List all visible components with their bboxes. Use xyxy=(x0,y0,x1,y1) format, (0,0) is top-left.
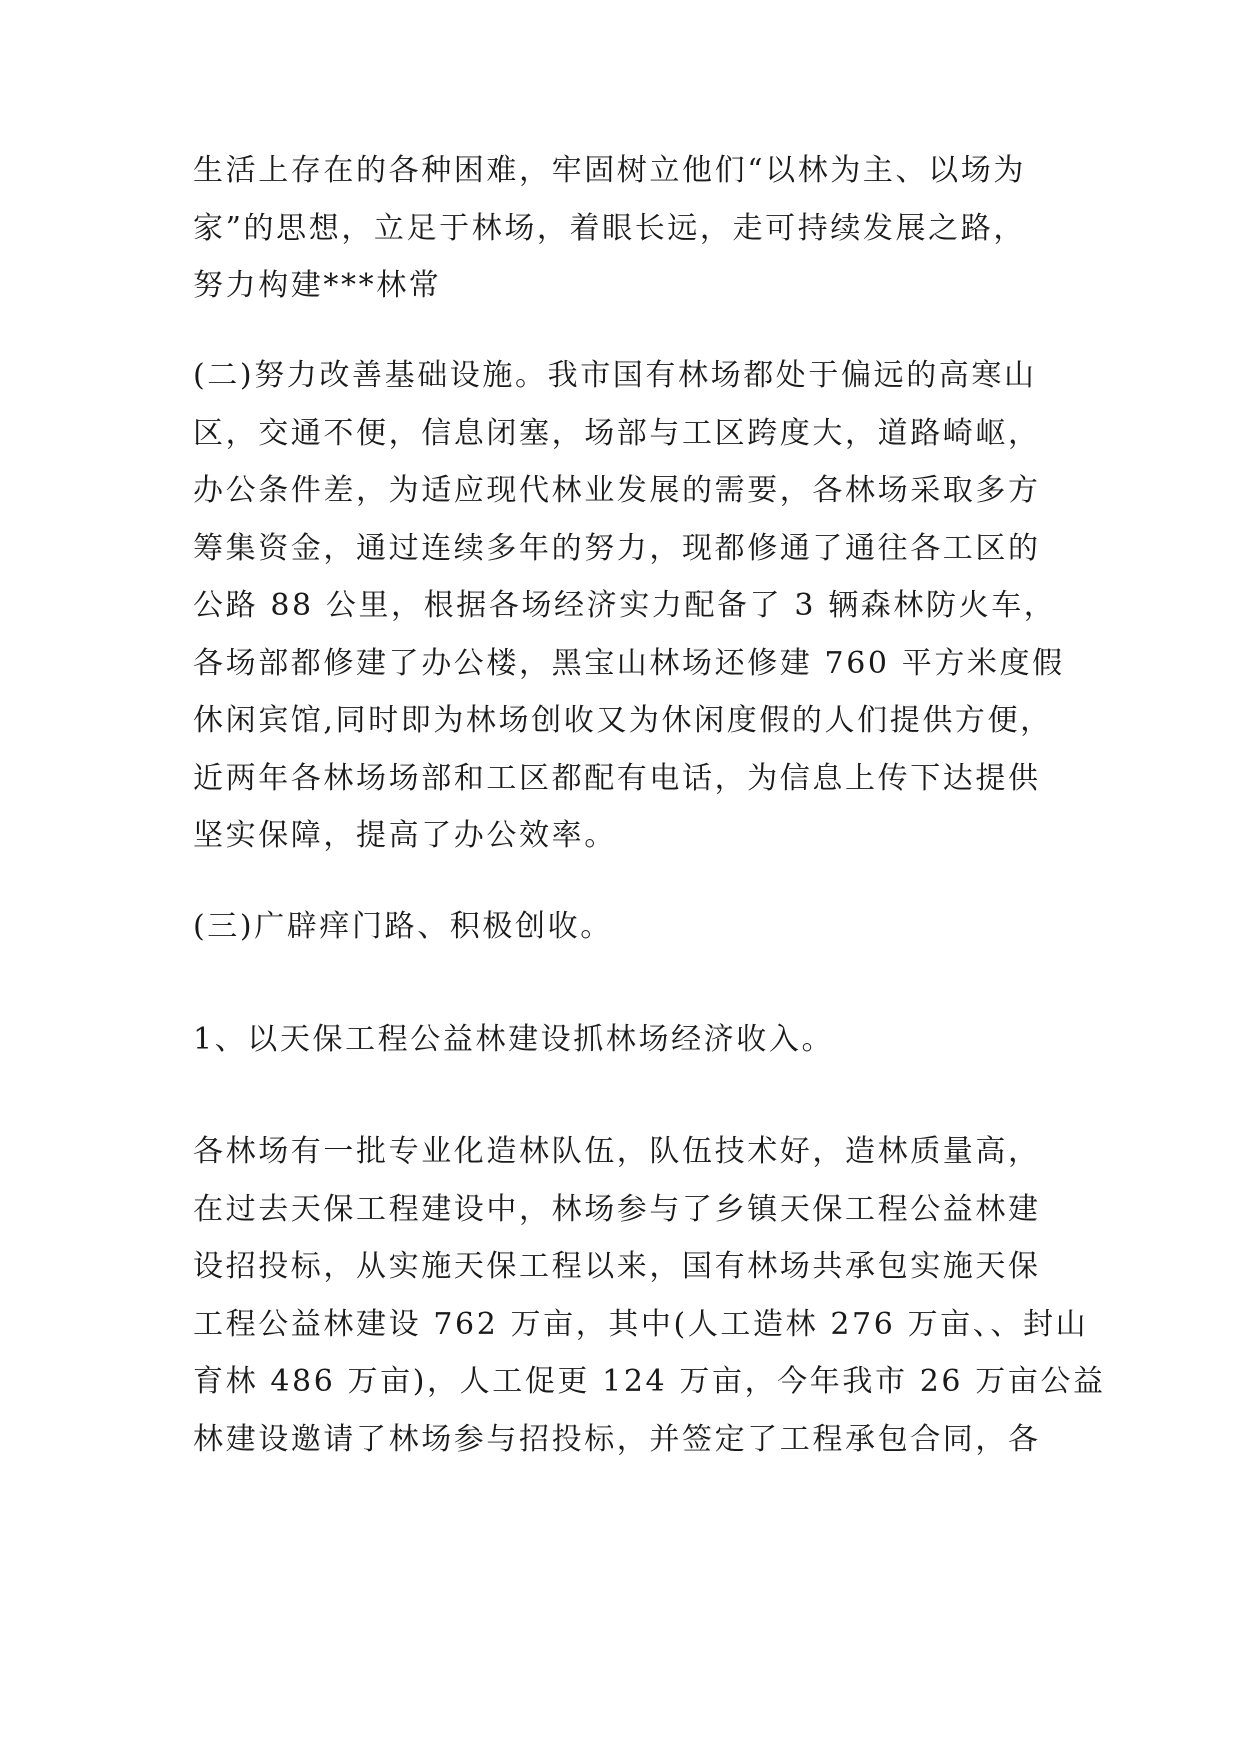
text-line: 休闲宾馆,同时即为林场创收又为休闲度假的人们提供方便， xyxy=(193,703,1053,738)
text-line: 育林 486 万亩)，人工促更 124 万亩，今年我市 26 万亩公益 xyxy=(193,1364,1106,1399)
text-line: 筹集资金，通过连续多年的努力，现都修通了通往各工区的 xyxy=(193,530,1041,566)
text-line: 家”的思想，立足于林场，着眼长远，走可持续发展之路， xyxy=(193,210,1026,246)
text-line: 区，交通不便，信息闭塞，场部与工区跨度大，道路崎岖， xyxy=(193,415,1041,451)
paragraph-1 xyxy=(193,142,1073,315)
text-line: 各场部都修建了办公楼，黑宝山林场还修建 760 平方米度假 xyxy=(193,645,1065,681)
text-line: 近两年各林场场部和工区都配有电话，为信息上传下达提供 xyxy=(193,760,1041,796)
text-line: 办公条件差，为适应现代林业发展的需要，各林场采取多方 xyxy=(193,473,1041,508)
paragraph-5 xyxy=(193,1123,1106,1468)
text-line: 坚实保障，提高了办公效率。 xyxy=(193,818,617,853)
paragraph-3 xyxy=(193,898,1073,956)
paragraph-4 xyxy=(193,1011,1073,1069)
text-line: 设招投标，从实施天保工程以来，国有林场共承包实施天保 xyxy=(193,1249,1041,1284)
text-line: (二)努力改善基础设施。我市国有林场都处于偏远的高寒山 xyxy=(193,358,1037,393)
section-heading: (三)广辟痒门路、积极创收。 xyxy=(193,909,613,944)
text-line: 在过去天保工程建设中，林场参与了乡镇天保工程公益林建 xyxy=(193,1191,1041,1227)
text-line: 努力构建***林常 xyxy=(193,268,442,303)
text-line: 公路 88 公里，根据各场经济实力配备了 3 辆森林防火车， xyxy=(193,588,1057,623)
text-line: 林建设邀请了林场参与招投标，并签定了工程承包合同，各 xyxy=(193,1421,1041,1457)
text-line: 各林场有一批专业化造林队伍，队伍技术好，造林质量高， xyxy=(193,1134,1041,1169)
text-line: 工程公益林建设 762 万亩，其中(人工造林 276 万亩、、封山 xyxy=(193,1306,1089,1342)
text-line: 生活上存在的各种困难，牢固树立他们“以林为主、以场为 xyxy=(193,153,1026,188)
paragraph-2 xyxy=(193,347,1073,865)
subsection-heading: 1、以天保工程公益林建设抓林场经济收入。 xyxy=(193,1022,835,1057)
